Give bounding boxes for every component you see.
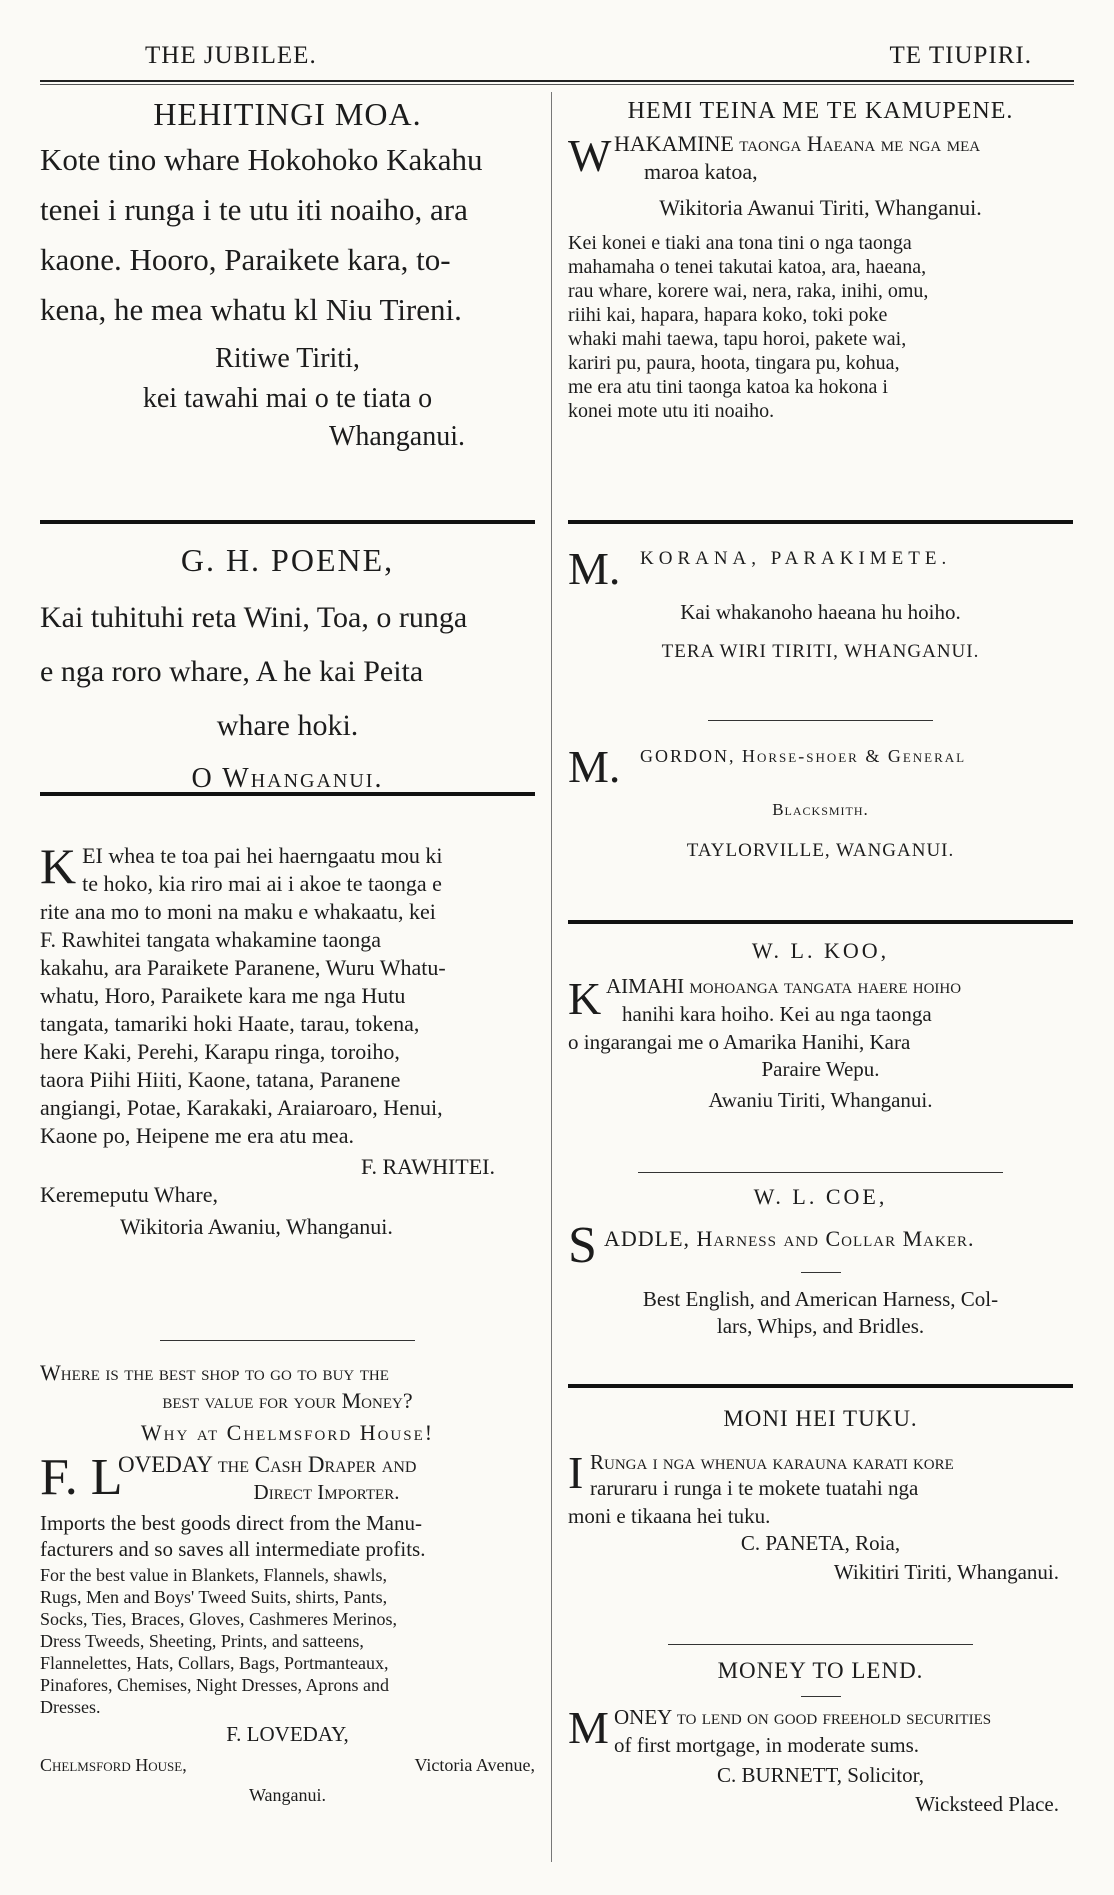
ad-signature: F. LOVEDAY, (226, 1722, 349, 1746)
ad-line: Blacksmith. (772, 800, 869, 819)
ad-line: ONEY to lend on good freehold securities (614, 1705, 992, 1729)
ad-line: angiangi, Potae, Karakaki, Araiaroaro, Henui, (40, 1095, 443, 1120)
ad-line: rite ana mo to moni na maku e whakaatu, kei (40, 899, 436, 924)
ad-town: O Whanganui. (191, 763, 384, 794)
ad-body (568, 231, 1073, 423)
drop-initial: M. (568, 543, 621, 594)
ad-hehitingi (40, 92, 535, 512)
drop-cap: S (568, 1217, 597, 1274)
section-rule (668, 1644, 973, 1645)
ad-title: MONI HEI TUKU. (723, 1406, 918, 1431)
ad-address: Wikitoria Awaniu, Whanganui. (120, 1214, 393, 1239)
ad-title: W. L. COE, (753, 1184, 888, 1209)
ad-address: Keremeputu Whare, (40, 1182, 218, 1207)
ad-line: taora Piihi Hiiti, Kaone, tatana, Paranene (40, 1067, 401, 1092)
section-rule (160, 1340, 415, 1341)
ad-line: Kai tuhituhi reta Wini, Toa, o runga (40, 601, 468, 634)
ad-title: HEHITINGI MOA. (153, 96, 422, 132)
ad-line: F. Rawhitei tangata whakamine taonga (40, 927, 381, 952)
ad-line: maroa katoa, (644, 159, 758, 184)
short-rule (801, 1272, 841, 1273)
ad-name: GORDON, Horse-shoer & General (640, 746, 967, 766)
ad-street: Ritiwe Tiriti, (215, 343, 360, 374)
ad-line: Best English, and American Harness, Col- (642, 1287, 999, 1311)
ad-line: konei mote utu iti noaiho. (568, 400, 775, 422)
ad-line: e nga roro whare, A he kai Peita (40, 655, 424, 688)
ad-line: raruraru i runga i te mokete tuatahi nga (590, 1476, 919, 1500)
ad-line: whaki mahi taewa, tapu horoi, pakete wai, (568, 328, 907, 350)
ad-intro (568, 1217, 1073, 1274)
ad-town: Wanganui. (248, 1785, 327, 1805)
ad-line: Rugs, Men and Boys' Tweed Suits, shirts, Pants, (40, 1587, 388, 1607)
section-rule (40, 792, 535, 796)
ad-name-block (568, 742, 1073, 794)
ad-line: tangata, tamariki hoki Haate, tarau, tokena, (40, 1011, 420, 1036)
ad-line: here Kaki, Perehi, Karapu ringa, toroiho, (40, 1039, 400, 1064)
ad-hemi-teina (568, 92, 1073, 423)
ad-name-line: OVEDAY the Cash Draper and (118, 1452, 417, 1477)
ad-money-to-lend (568, 1658, 1073, 1817)
ad-line: EI whea te toa pai hei haerngaatu mou ki (82, 843, 443, 868)
ad-intro (568, 1702, 1073, 1761)
ad-name-line: Direct Importer. (253, 1480, 400, 1504)
drop-initials: F. L (40, 1449, 123, 1506)
ad-name: KORANA, PARAKIMETE. (640, 548, 952, 569)
header-title-maori: TE TIUPIRI. (889, 42, 1032, 69)
ad-address-row (40, 1755, 535, 1781)
ad-rawhitei (40, 838, 535, 1240)
ad-body (40, 1510, 535, 1562)
ad-intro (568, 1447, 1073, 1504)
ad-address: Victoria Avenue, (414, 1755, 535, 1775)
ad-line: Kote tino whare Hokohoko Kakahu (40, 142, 483, 177)
ad-loveday (40, 1360, 535, 1806)
ad-line: rau whare, korere wai, nera, raka, inihi, omu, (568, 280, 929, 302)
ad-title: G. H. POENE, (180, 542, 395, 578)
page-header (40, 30, 1074, 78)
short-rule (801, 1696, 841, 1697)
ad-line: facturers and so saves all intermediate profits. (40, 1537, 426, 1561)
drop-cap: K (568, 973, 602, 1024)
ad-line: For the best value in Blankets, Flannels, shawls, (40, 1565, 387, 1585)
drop-cap: I (568, 1447, 584, 1498)
ad-line: lars, Whips, and Bridles. (716, 1314, 925, 1338)
ad-line: hanihi kara hoiho. Kei au nga taonga (622, 1002, 932, 1026)
ad-korana (568, 544, 1073, 663)
header-title-english: THE JUBILEE. (145, 42, 317, 69)
column-divider (551, 92, 552, 1862)
ad-title: MONEY TO LEND. (717, 1658, 924, 1683)
ad-line: kakahu, ara Paraikete Paranene, Wuru Whatu- (40, 955, 446, 980)
ad-line: Runga i nga whenua karauna karati kore (590, 1450, 954, 1474)
ad-signature: C. PANETA, Roia, (740, 1531, 901, 1555)
ad-name-block (568, 544, 1073, 596)
ad-question: Where is the best shop to go to buy the (40, 1360, 389, 1385)
ad-line: moni e tikaana hei tuku. (568, 1504, 771, 1528)
section-rule (568, 920, 1073, 924)
ad-line: Dresses. (40, 1697, 101, 1717)
section-rule (708, 720, 933, 721)
ad-address: Chelmsford House, (40, 1755, 187, 1775)
ad-location: kei tawahi mai o te tiata o (142, 383, 433, 414)
header-rule-secondary (40, 84, 1074, 85)
header-rule (40, 80, 1074, 82)
drop-cap: W (568, 130, 612, 181)
ad-line: mahamaha o tenei takutai katoa, ara, haeana, (568, 256, 927, 278)
ad-coe (568, 1184, 1073, 1339)
ad-gordon (568, 742, 1073, 862)
ad-line: whare hoki. (216, 709, 359, 742)
ad-body (40, 135, 535, 335)
ad-town: Whanganui. (328, 421, 465, 452)
ad-name-block (40, 1449, 535, 1510)
ad-body (40, 591, 535, 753)
section-rule (40, 520, 535, 524)
ad-body (40, 838, 535, 1150)
ad-line: kena, he mea whatu kl Niu Tireni. (40, 292, 462, 327)
ad-address: TAYLORVILLE, WANGANUI. (686, 840, 955, 861)
drop-initial: M. (568, 741, 621, 792)
ad-line: Kai whakanoho haeana hu hoiho. (680, 600, 961, 624)
ad-line: Flannelettes, Hats, Collars, Bags, Portmanteaux, (40, 1653, 389, 1673)
ad-title: W. L. KOO, (751, 938, 890, 963)
section-rule (638, 1172, 1003, 1173)
ad-line: of first mortgage, in moderate sums. (614, 1733, 920, 1757)
ad-address: Wicksteed Place. (915, 1792, 1059, 1816)
ad-address: Awaniu Tiriti, Whanganui. (708, 1088, 933, 1112)
ad-body-small (40, 1564, 535, 1718)
ad-intro (568, 974, 1073, 1030)
ad-line: kariri pu, paura, hoota, tingara pu, kohua, (568, 352, 900, 374)
ad-line: me era atu tini taonga katoa ka hokona i (568, 376, 888, 398)
ad-line: te hoko, kia riro mai ai i akoe te taonga e (82, 871, 442, 896)
ad-line: riihi kai, hapara, hapara koko, toki poke (568, 304, 888, 326)
ad-intro (568, 131, 1073, 189)
drop-cap: M (568, 1702, 609, 1753)
ad-signature: C. BURNETT, Solicitor, (716, 1763, 925, 1787)
ad-line: Dress Tweeds, Sheeting, Prints, and satteens, (40, 1631, 364, 1651)
ad-koo (568, 938, 1073, 1113)
ad-line: tenei i runga i te utu iti noaiho, ara (40, 192, 468, 227)
ad-line: Socks, Ties, Braces, Gloves, Cashmeres Merinos, (40, 1609, 397, 1629)
ad-line: ADDLE, Harness and Collar Maker. (604, 1226, 975, 1251)
ad-line: HAKAMINE taonga Haeana me nga mea (614, 131, 981, 156)
ad-line: AIMAHI mohoanga tangata haere hoiho (606, 974, 962, 998)
ad-line: Imports the best goods direct from the Manu- (40, 1511, 422, 1535)
ad-signature: F. RAWHITEI. (361, 1154, 495, 1179)
ad-address: Wikitoria Awanui Tiriti, Whanganui. (659, 195, 982, 220)
ad-line: Kei konei e tiaki ana tona tini o nga taonga (568, 232, 912, 254)
ad-moni-hei-tuku (568, 1406, 1073, 1585)
ad-address: Wikitiri Tiriti, Whanganui. (833, 1560, 1059, 1584)
section-rule (568, 1384, 1073, 1388)
ad-address: TERA WIRI TIRITI, WHANGANUI. (661, 641, 980, 662)
drop-cap: K (40, 838, 77, 894)
ad-line: whatu, Horo, Paraikete kara me nga Hutu (40, 983, 406, 1008)
ad-line: kaone. Hooro, Paraikete kara, to- (40, 242, 451, 277)
ad-line: Pinafores, Chemises, Night Dresses, Aprons and (40, 1675, 389, 1695)
ad-question: Why at Chelmsford House! (140, 1420, 435, 1445)
ad-question: best value for your Money? (162, 1388, 413, 1413)
ad-line: Kaone po, Heipene me era atu mea. (40, 1123, 354, 1148)
ad-title: HEMI TEINA ME TE KAMUPENE. (627, 98, 1014, 124)
ad-line: o ingarangai me o Amarika Hanihi, Kara (568, 1030, 911, 1054)
ad-line: Paraire Wepu. (761, 1057, 880, 1081)
section-rule (568, 520, 1073, 524)
